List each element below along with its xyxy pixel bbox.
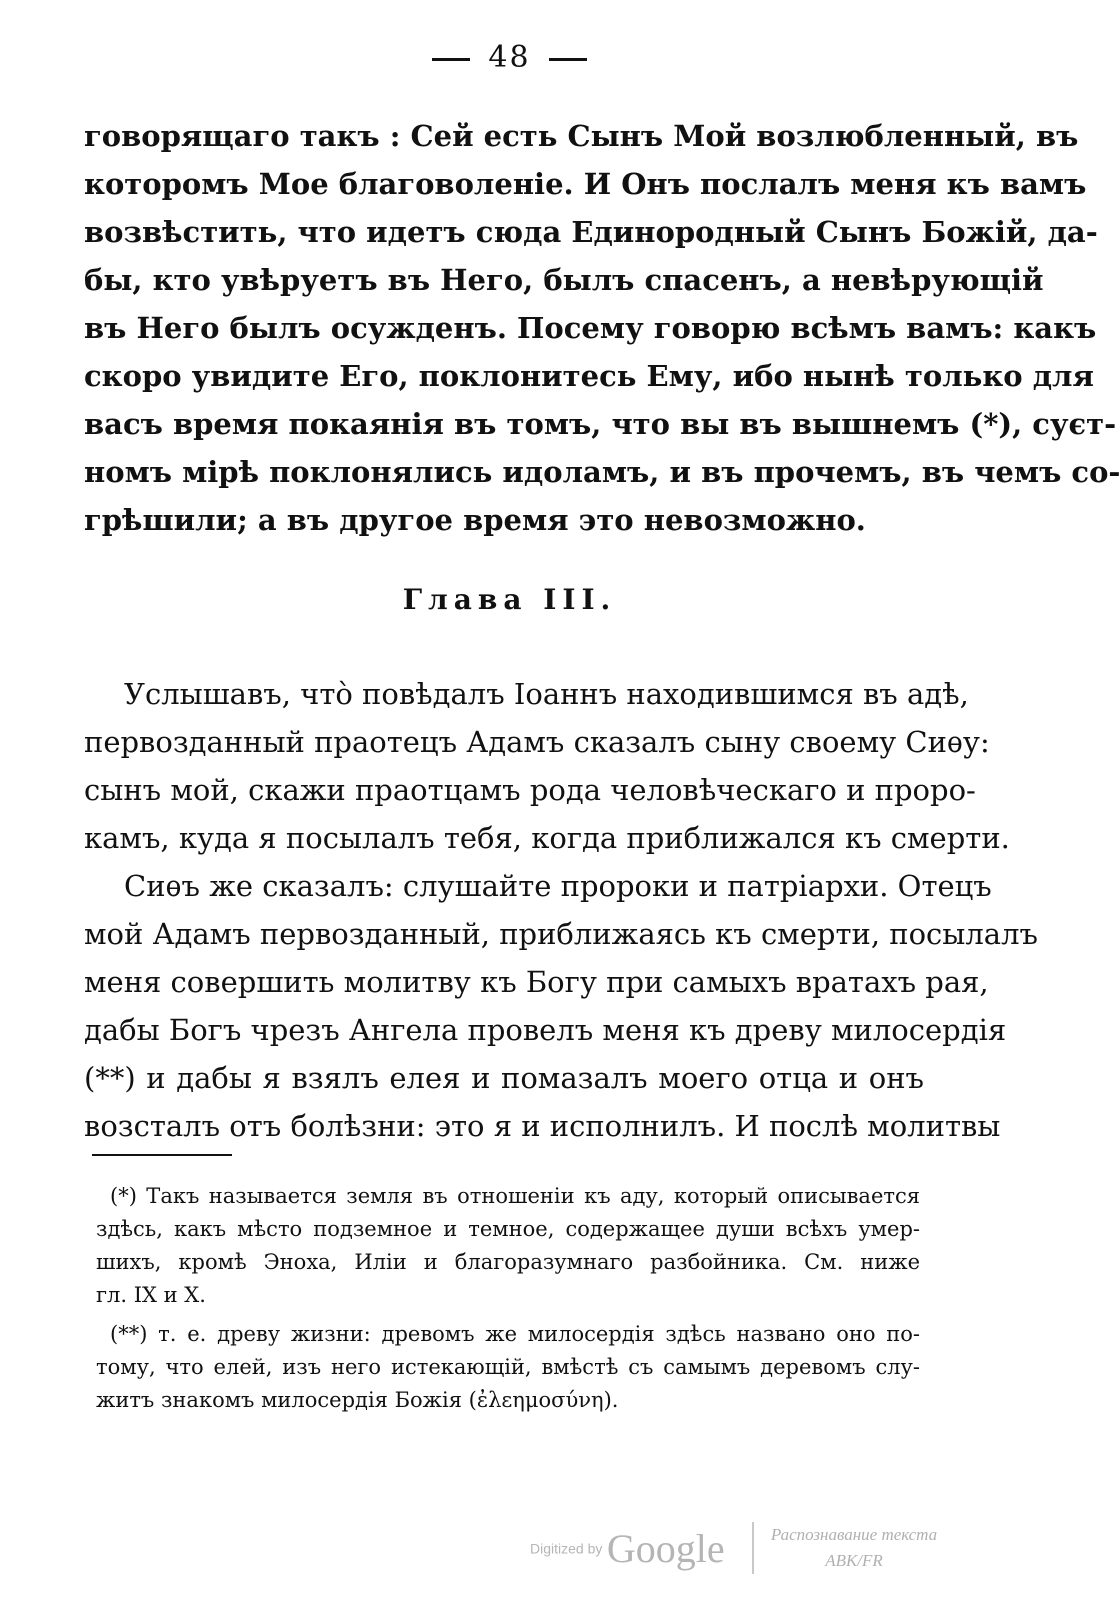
text-line: бы, кто увѣруетъ въ Него, былъ спасенъ, а невѣрующій [84,263,1044,297]
text-line: мой Адамъ первозданный, приближаясь къ смерти, посылалъ [84,917,1038,951]
text-line: Сиѳъ же сказалъ: слушайте пророки и патріархи. Отецъ [124,869,992,903]
ocr-stamp-line-1: Распознавание текста [770,1525,938,1544]
paragraph-1 [84,112,1120,544]
text-line: камъ, куда я посылалъ тебя, когда приближался къ смерти. [84,821,1010,855]
text-line: возсталъ отъ болѣзни: это я и исполнилъ. И послѣ молитвы [84,1109,1001,1143]
text-line: меня совершить молитву къ Богу при самыхъ вратахъ рая, [84,965,989,999]
footnote-line: тому, что елей, изъ него истекающій, вмѣстѣ съ самымъ деревомъ слу- [96,1355,920,1379]
ocr-stamp [752,1522,954,1574]
text-line: возвѣстить, что идетъ сюда Единородный Сынъ Божій, да- [84,215,1098,249]
page-number-dash-left [432,58,470,61]
footnote-line: житъ знакомъ милосердія Божія (ἐλεημοσύνη). [96,1388,619,1412]
google-logo: Google [606,1526,725,1571]
page-number [0,40,1019,75]
footnote-divider [92,1154,232,1156]
text-line: первозданный праотецъ Адамъ сказалъ сыну своему Сиѳу: [84,725,990,759]
digitized-watermark [530,1525,725,1572]
footnote-line: (*) Такъ называется земля въ отношеніи къ аду, который описывается [110,1184,920,1208]
footnote-line: здѣсь, какъ мѣсто подземное и темное, содержащее души всѣхъ умер- [96,1217,920,1241]
text-line: сынъ мой, скажи праотцамъ рода человѣческаго и проро- [84,773,976,807]
text-line: въ Него былъ осужденъ. Посему говорю всѣмъ вамъ: какъ [84,311,1097,345]
text-line: говорящаго такъ : Сей есть Сынъ Мой возлюбленный, въ [84,119,1079,153]
paragraph-2 [84,670,1010,862]
text-line: скоро увидите Его, поклонитесь Ему, ибо нынѣ только для [84,359,1094,393]
footnote-line: гл. IX и X. [96,1283,206,1307]
text-line: которомъ Мое благоволеніе. И Онъ послалъ меня къ вамъ [84,167,1087,201]
ocr-stamp-line-2: ABK/FR [825,1551,883,1570]
text-line: номъ мірѣ поклонялись идоламъ, и въ прочемъ, въ чемъ со- [84,455,1120,489]
footnote-1 [96,1180,920,1312]
chapter-title: Глава III. [402,583,617,616]
paragraph-3 [84,862,1038,1150]
footnote-2 [96,1318,920,1417]
page-number-value: 48 [488,40,531,75]
text-line: грѣшили; а въ другое время это невозможно. [84,503,866,537]
text-line: дабы Богъ чрезъ Ангела провелъ меня къ древу милосердія [84,1013,1007,1047]
text-line: Услышавъ, что̀ повѣдалъ Іоаннъ находившимся въ адѣ, [124,677,969,711]
text-line: васъ время покаянія въ томъ, что вы въ вышнемъ (*), суєт- [84,407,1117,441]
page-number-dash-right [549,58,587,61]
footnote-line: (**) т. е. древу жизни: древомъ же милосердія здѣсь названо оно по- [110,1322,920,1346]
digitized-by-text: Digitized by [530,1540,603,1557]
text-line: (**) и дабы я взялъ елея и помазалъ моего отца и онъ [84,1061,924,1095]
footnote-line: шихъ, кромѣ Эноха, Иліи и благоразумнаго разбойника. См. ниже [96,1250,920,1274]
